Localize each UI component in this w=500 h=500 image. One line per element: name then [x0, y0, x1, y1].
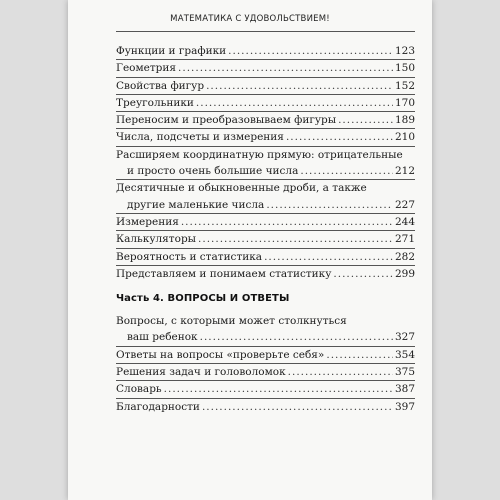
toc-leader-dots: [326, 347, 393, 363]
toc-entry-title: Решения задач и головоломок: [116, 366, 286, 379]
toc-entry-title: Числа, подсчеты и измерения: [116, 131, 284, 144]
toc-leader-dots: [286, 129, 393, 145]
toc-entry-page: 282: [394, 250, 415, 263]
toc-entry-page: 354: [394, 348, 415, 361]
toc-leader-dots: [202, 399, 393, 415]
toc-entry: [116, 347, 415, 363]
toc-entry-page: 150: [394, 62, 415, 75]
table-of-contents: [116, 43, 415, 415]
toc-leader-dots: [164, 381, 393, 397]
toc-entry-title: и просто очень большие числа: [127, 165, 299, 178]
toc-entry: [116, 112, 415, 128]
toc-leader-dots: [333, 266, 393, 282]
toc-entry-title: ваш ребенок: [127, 331, 198, 344]
toc-entry-title: другие маленькие числа: [127, 198, 265, 211]
toc-entry-title: Вероятность и статистика: [116, 250, 263, 263]
toc-entry-line: Расширяем координатную прямую: отрицательные: [116, 148, 403, 161]
toc-entry-page: 170: [394, 96, 415, 109]
toc-entry: [116, 266, 415, 282]
toc-entry-page: 212: [394, 165, 415, 178]
toc-leader-dots: [266, 197, 393, 213]
toc-entry: [116, 129, 415, 145]
toc-leader-dots: [228, 43, 393, 59]
toc-entry-page: 327: [394, 331, 415, 344]
toc-entry: [116, 399, 415, 415]
toc-entry-page: 299: [394, 267, 415, 280]
toc-entry-title: Благодарности: [116, 400, 200, 413]
toc-leader-dots: [200, 329, 393, 345]
toc-entry-page: 210: [394, 131, 415, 144]
toc-entry-title: Представляем и понимаем статистику: [116, 267, 332, 280]
toc-entry: [116, 95, 415, 111]
toc-entry: [116, 163, 415, 179]
toc-entry-page: 244: [394, 215, 415, 228]
toc-entry-page: 123: [394, 45, 415, 57]
toc-entry-page: 152: [394, 79, 415, 92]
toc-entry-page: 387: [394, 383, 415, 396]
toc-entry: [116, 214, 415, 230]
toc-entry-title: Функции и графики: [116, 45, 227, 57]
toc-entry-title: Калькуляторы: [116, 233, 197, 246]
toc-entry-page: 397: [394, 400, 415, 413]
toc-entry: [116, 60, 415, 76]
toc-leader-dots: [196, 95, 393, 111]
toc-leader-dots: [198, 231, 393, 247]
toc-leader-dots: [178, 60, 393, 76]
toc-entry-title: Словарь: [116, 383, 162, 396]
toc-entry: [116, 231, 415, 247]
toc-entry-title: Ответы на вопросы «проверьте себя»: [116, 348, 325, 361]
book-page: [68, 0, 432, 500]
toc-entry: [116, 43, 415, 59]
toc-entry: [116, 249, 415, 265]
toc-entry-line: Вопросы, с которыми может столкнуться: [116, 315, 347, 328]
toc-entry: [116, 381, 415, 397]
part-heading: Часть 4. ВОПРОСЫ И ОТВЕТЫ: [116, 293, 290, 305]
toc-leader-dots: [300, 163, 393, 179]
toc-group-c: [116, 346, 415, 415]
toc-entry: [116, 329, 415, 345]
toc-entry-page: 227: [394, 198, 415, 211]
toc-group-a: [116, 43, 415, 146]
toc-entry: [116, 197, 415, 213]
toc-entry-line: Десятичные и обыкновенные дроби, а также: [116, 182, 367, 195]
toc-group-b: [116, 213, 415, 282]
toc-entry-title: Треугольники: [116, 96, 194, 109]
toc-leader-dots: [288, 364, 393, 380]
toc-entry-page: 189: [394, 114, 415, 127]
toc-entry-title: Переносим и преобразовываем фигуры: [116, 114, 337, 127]
toc-entry-title: Измерения: [116, 215, 179, 228]
toc-entry-title: Свойства фигур: [116, 79, 205, 92]
header-rule: [116, 31, 415, 32]
toc-entry-page: 375: [394, 366, 415, 379]
toc-leader-dots: [181, 214, 393, 230]
toc-entry: [116, 364, 415, 380]
toc-leader-dots: [338, 112, 393, 128]
toc-leader-dots: [206, 78, 393, 94]
toc-entry-page: 271: [394, 233, 415, 246]
running-head: МАТЕМАТИКА С УДОВОЛЬСТВИЕМ!: [170, 14, 330, 24]
toc-entry-title: Геометрия: [116, 62, 177, 75]
toc-entry: [116, 78, 415, 94]
toc-leader-dots: [264, 249, 393, 265]
